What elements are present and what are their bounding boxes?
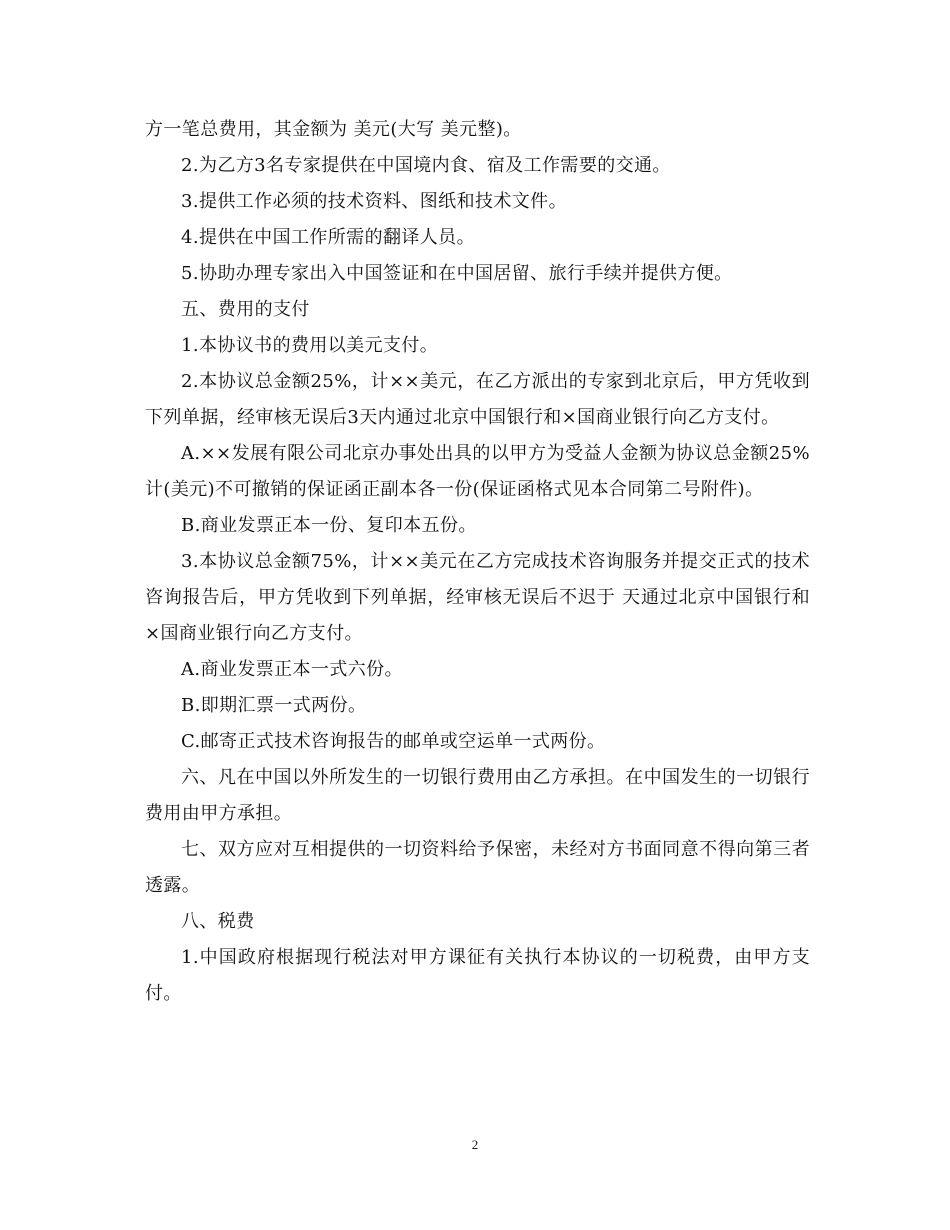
- paragraph: 2.为乙方3名专家提供在中国境内食、宿及工作需要的交通。: [181, 155, 671, 176]
- section-heading: 八、税费: [181, 911, 255, 932]
- paragraph: 3.本协议总金额75%，计××美元在乙方完成技术咨询服务并提交正式的技术咨询报告后，甲方凭收到下列单据，经审核无误后不迟于 天通过北京中国银行和×国商业银行向乙方支付。: [145, 551, 810, 644]
- paragraph: 4.提供在中国工作所需的翻译人员。: [181, 227, 475, 248]
- page-number: 2: [471, 1137, 479, 1152]
- paragraph: 5.协助办理专家出入中国签证和在中国居留、旅行手续并提供方便。: [181, 263, 733, 284]
- section-heading: 五、费用的支付: [181, 299, 310, 320]
- paragraph: 1.中国政府根据现行税法对甲方课征有关执行本协议的一切税费，由甲方支付。: [145, 947, 810, 1004]
- document-body: [145, 112, 810, 1012]
- section-heading: 七、双方应对互相提供的一切资料给予保密，未经对方书面同意不得向第三者透露。: [145, 839, 810, 896]
- paragraph: 2.本协议总金额25%，计××美元，在乙方派出的专家到北京后，甲方凭收到下列单据，经审核无误后3天内通过北京中国银行和×国商业银行向乙方支付。: [145, 371, 810, 428]
- paragraph: 1.本协议书的费用以美元支付。: [181, 335, 439, 356]
- paragraph: A.商业发票正本一式六份。: [181, 659, 403, 680]
- paragraph: B.即期汇票一式两份。: [181, 695, 367, 716]
- paragraph: 3.提供工作必须的技术资料、图纸和技术文件。: [181, 191, 567, 212]
- paragraph: 方一笔总费用，其金额为 美元(大写 美元整)。: [145, 119, 522, 140]
- paragraph: B.商业发票正本一份、复印本五份。: [181, 515, 477, 536]
- paragraph: A.××发展有限公司北京办事处出具的以甲方为受益人金额为协议总金额25%计(美元)不可撤销的保证函正副本各一份(保证函格式见本合同第二号附件)。: [145, 443, 810, 500]
- paragraph: C.邮寄正式技术咨询报告的邮单或空运单一式两份。: [181, 731, 606, 752]
- section-heading: 六、凡在中国以外所发生的一切银行费用由乙方承担。在中国发生的一切银行费用由甲方承担。: [145, 767, 810, 824]
